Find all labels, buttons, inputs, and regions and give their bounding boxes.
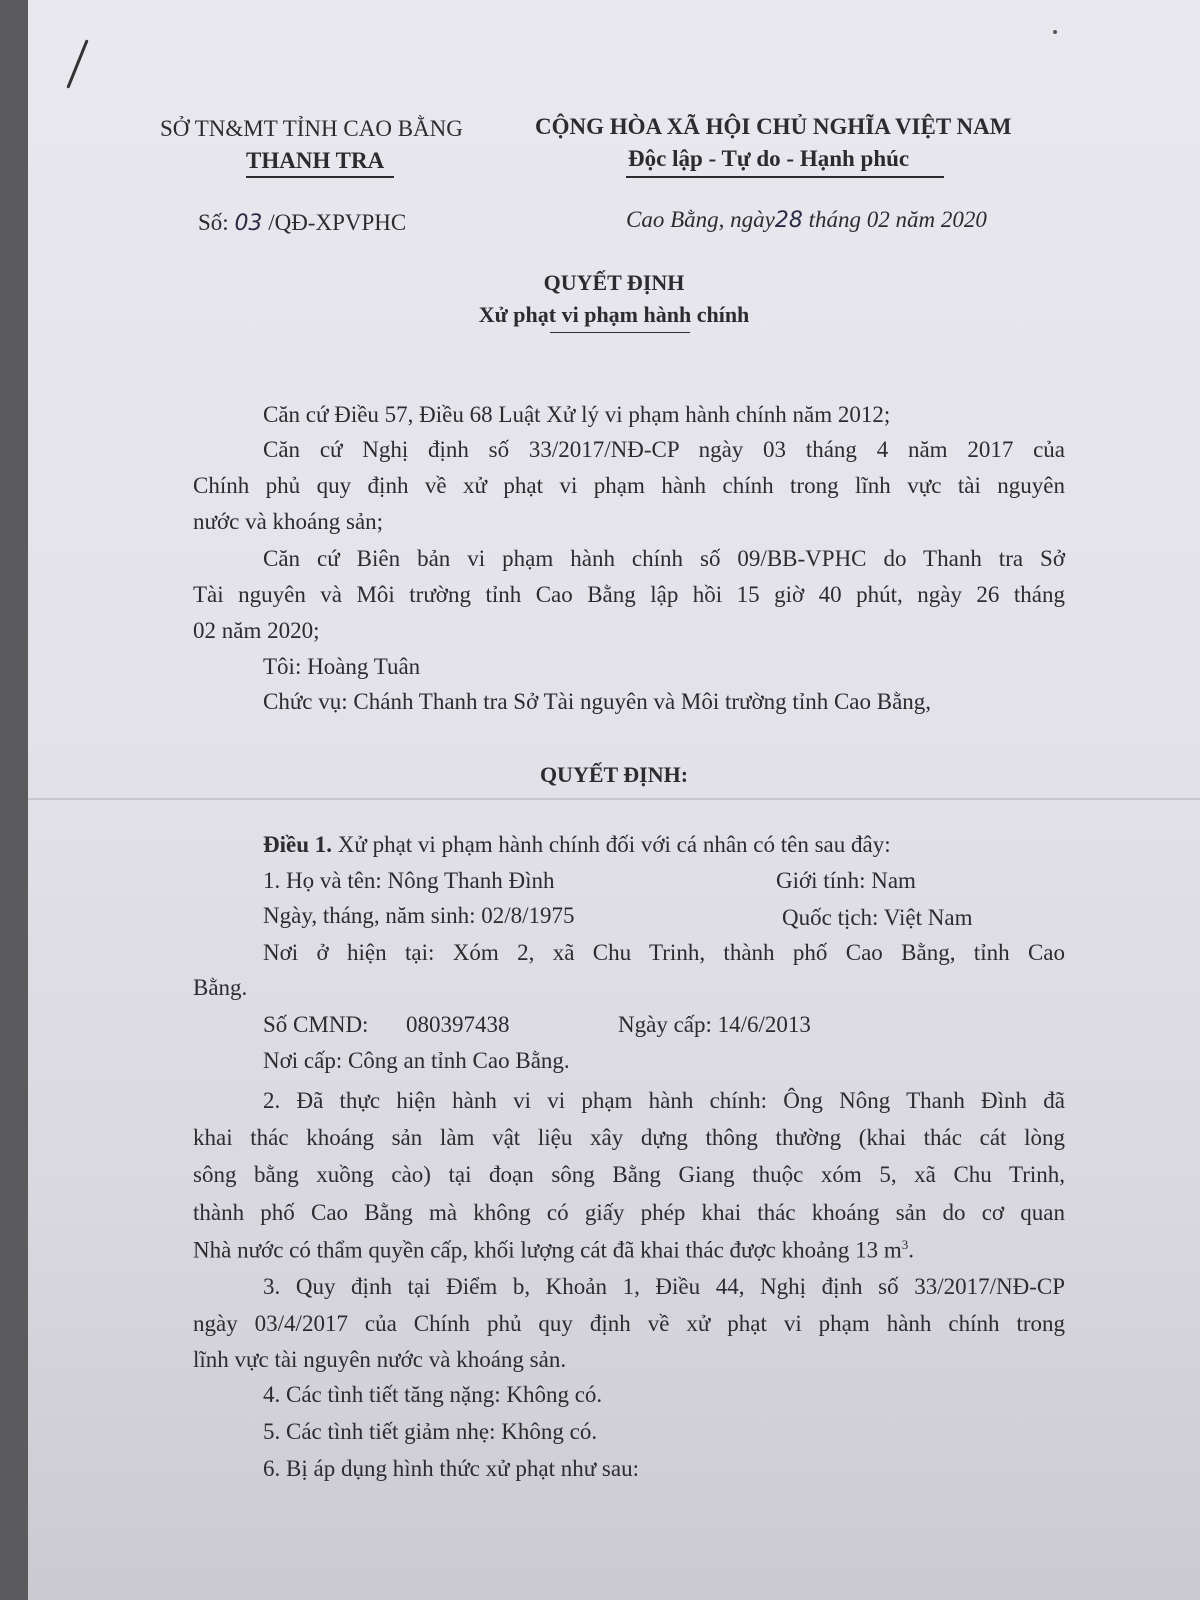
document-page [28,0,1200,1600]
violation-description: 2. Đã thực hiện hành vi vi phạm hành chính: Ông Nông Thanh Đình đã [263,1088,1065,1113]
legal-basis-3: 02 năm 2020; [193,618,320,643]
agency-underline [246,176,394,178]
paper-fold [28,798,1200,800]
agency-name: SỞ TN&MT TỈNH CAO BẰNG [160,116,463,141]
violator-name: 1. Họ và tên: Nông Thanh Đình [263,868,555,893]
violator-residence: Nơi ở hiện tại: Xóm 2, xã Chu Trinh, thành phố Cao Bằng, tỉnh Cao [263,940,1065,965]
subtitle-underline [550,332,690,333]
agency-department: THANH TRA [246,148,385,173]
violator-gender: Giới tính: Nam [776,868,916,893]
penalty-heading: 6. Bị áp dụng hình thức xử phạt như sau: [263,1456,639,1481]
violator-id-number: 080397438 [406,1012,510,1037]
document-subtitle: Xử phạt vi phạm hành chính [478,302,750,327]
legal-provision: lĩnh vực tài nguyên nước và khoáng sản. [193,1347,567,1372]
handwritten-day: 28 [774,208,803,233]
violator-id-issue-date: Ngày cấp: 14/6/2013 [618,1012,811,1037]
ink-dot [1053,30,1057,34]
legal-provision: ngày 03/4/2017 của Chính phủ quy định về xử phạt vi phạm hành chính trong [193,1311,1065,1336]
document-title: QUYẾT ĐỊNH [543,270,685,295]
legal-basis-1: Căn cứ Điều 57, Điều 68 Luật Xử lý vi phạm hành chính năm 2012; [263,402,891,427]
motto-underline [626,176,944,178]
legal-basis-3: Căn cứ Biên bản vi phạm hành chính số 09/BB-VPHC do Thanh tra Sở [263,546,1065,571]
legal-basis-2: nước và khoáng sản; [193,509,384,534]
legal-basis-3: Tài nguyên và Môi trường tỉnh Cao Bằng lập hồi 15 giờ 40 phút, ngày 26 tháng [193,582,1065,607]
country-motto: Độc lập - Tự do - Hạnh phúc [628,146,910,171]
official-position: Chức vụ: Chánh Thanh tra Sở Tài nguyên và Môi trường tỉnh Cao Bằng, [263,689,932,714]
document-number: Số: 03 /QĐ-XPVPHC [198,210,407,236]
legal-provision: 3. Quy định tại Điểm b, Khoản 1, Điều 44, Nghị định số 33/2017/NĐ-CP [263,1274,1065,1299]
violation-description: Nhà nước có thẩm quyền cấp, khối lượng cát đã khai thác được khoảng 13 $m^3$. [193,1237,914,1263]
official-name: Tôi: Hoàng Tuân [263,654,421,679]
legal-basis-2: Căn cứ Nghị định số 33/2017/NĐ-CP ngày 03 tháng 4 năm 2017 của [263,437,1065,462]
violator-dob: Ngày, tháng, năm sinh: 02/8/1975 [263,903,575,928]
mitigating-circumstances: 5. Các tình tiết giảm nhẹ: Không có. [263,1419,598,1444]
violator-id-issue-place: Nơi cấp: Công an tỉnh Cao Bằng. [263,1048,570,1073]
country-name: CỘNG HÒA XÃ HỘI CHỦ NGHĨA VIỆT NAM [535,114,1012,139]
violator-id-label: Số CMND: [263,1012,369,1037]
article-1-intro: Điều 1. Xử phạt vi phạm hành chính đối với cá nhân có tên sau đây: [263,832,891,857]
violation-description: sông bằng xuồng cào) tại đoạn sông Bằng Giang thuộc xóm 5, xã Chu Trinh, [193,1162,1065,1187]
violation-description: thành phố Cao Bằng mà không có giấy phép khai thác khoáng sản do cơ quan [193,1200,1065,1225]
legal-basis-2: Chính phủ quy định về xử phạt vi phạm hành chính trong lĩnh vực tài nguyên [193,473,1065,498]
aggravating-circumstances: 4. Các tình tiết tăng nặng: Không có. [263,1382,603,1407]
violator-residence: Bằng. [193,975,248,1000]
decision-heading: QUYẾT ĐỊNH: [539,762,689,787]
document-date: Cao Bằng, ngày28 tháng 02 năm 2020 [626,207,987,233]
violator-nationality: Quốc tịch: Việt Nam [782,905,973,930]
pen-mark [66,39,88,88]
violation-description: khai thác khoáng sản làm vật liệu xây dựng thông thường (khai thác cát lòng [193,1125,1065,1150]
article-1-label: Điều 1. [263,832,332,857]
handwritten-number: 03 [234,211,263,236]
